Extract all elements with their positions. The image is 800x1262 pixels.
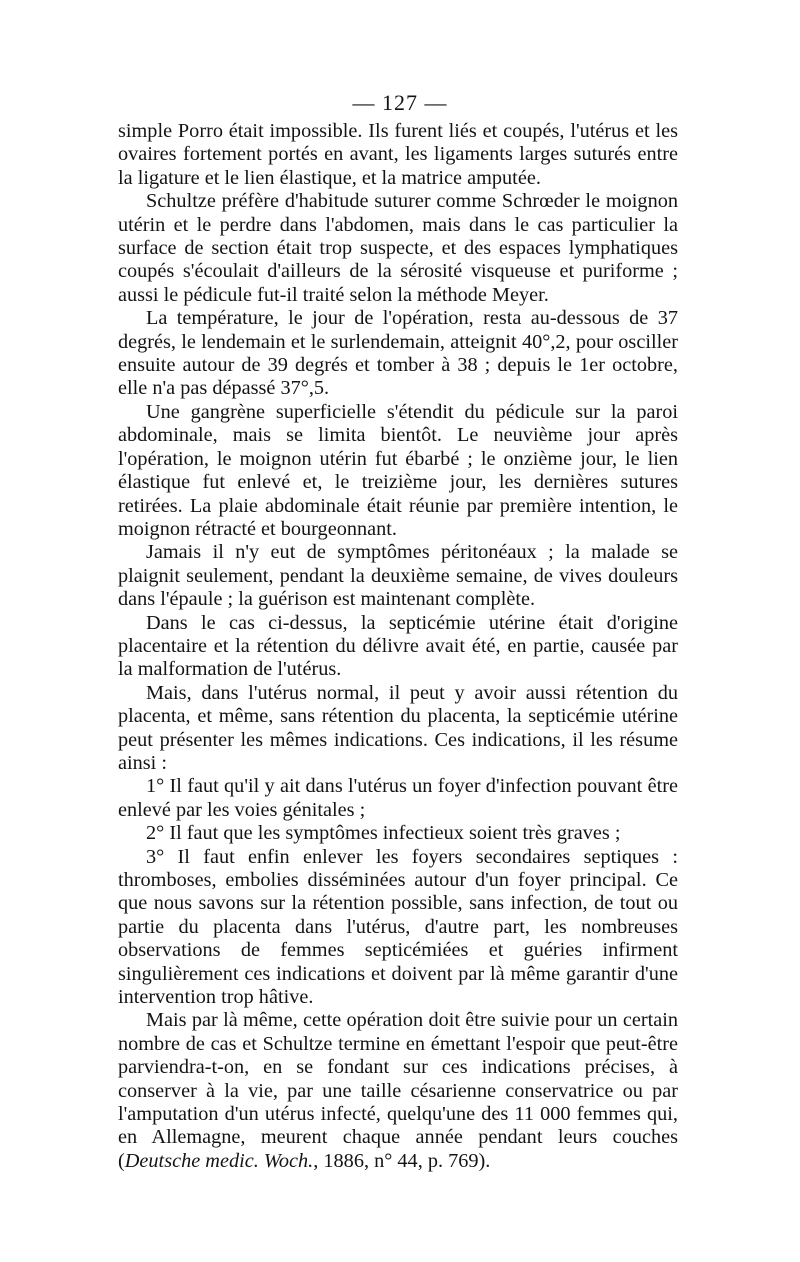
paragraph-schultze: Schultze préfère d'habitude suturer comme Schrœder le moignon utérin et le perdre dans l'abdomen, mais dans le cas particulier la surface de section était trop suspecte, et des espaces lymphatiques coupés s'écoulait d'ailleurs de la sérosité visqueuse et puriforme ; aussi le pédicule fut-il traité selon la méthode Meyer. [118,190,678,306]
paragraph-gangrene: Une gangrène superficielle s'étendit du pédicule sur la paroi abdominale, mais se limita bientôt. Le neuvième jour après l'opération, le moignon utérin fut ébarbé ; le onzième jour, le lien élastique fut enlevé et, le treizième jour, les dernières sutures retirées. La plaie abdominale était réunie par première intention, le moignon rétracté et bourgeonnant. [118,400,678,540]
citation-journal: Deutsche medic. Woch. [124,1149,314,1172]
paragraph-indications-intro: Mais, dans l'utérus normal, il peut y avoir aussi rétention du placenta, et même, sans rétention du placenta, la septicémie utérine peut présenter les mêmes indications. Ces indications, il les résume ainsi : [118,681,678,774]
page-number: — 127 — [352,90,448,115]
paragraph-conclusion [118,1009,678,1173]
conclusion-text: Mais par là même, cette opération doit être suivie pour un certain nombre de cas et Schultze termine en émettant l'espoir que peut-être parviendra-t-on, en se fondant sur ces indications précises, à conserver à la vie, par une taille césarienne conservatrice ou par l'amputation d'un utérus infecté, quelqu'une des 11 000 femmes qui, en Allemagne, meurent chaque année pendant leurs couches ( [118,1009,678,1172]
paragraph-recovery: Jamais il n'y eut de symptômes péritonéaux ; la malade se plaignit seulement, pendant la deuxième semaine, de vives douleurs dans l'épaule ; la guérison est maintenant complète. [118,541,678,611]
paragraph-septicemia: Dans le cas ci-dessus, la septicémie utérine était d'origine placentaire et la rétention du délivre avait été, en partie, causée par la malformation de l'utérus. [118,611,678,681]
indication-item-1: 1° Il faut qu'il y ait dans l'utérus un foyer d'infection pouvant être enlevé par les voies génitales ; [118,775,678,821]
citation-details: , 1886, n° 44, p. 769). [313,1149,491,1172]
paragraph-temperature: La température, le jour de l'opération, resta au-dessous de 37 degrés, le lendemain et le surlendemain, atteignit 40°,2, pour osciller ensuite autour de 39 degrés et tomber à 38 ; depuis le 1er octobre, elle n'a pas dépassé 37°,5. [118,307,678,400]
indication-item-2: 2° Il faut que les symptômes infectieux soient très graves ; [146,822,621,845]
body-text [118,120,678,1173]
paragraph-continuation: simple Porro était impossible. Ils furent liés et coupés, l'utérus et les ovaires fortement portés en avant, les ligaments larges suturés entre la ligature et le lien élastique, et la matrice amputée. [118,120,678,189]
indication-item-3: 3° Il faut enfin enlever les foyers secondaires septiques : thromboses, embolies disséminées autour d'un foyer principal. Ce que nous savons sur la rétention possible, sans infection, de tout ou partie du placenta dans l'utérus, d'autre part, les nombreuses observations de femmes septicémiées et guéries infirment singulièrement ces indications et doivent par là même garantir d'une intervention trop hâtive. [118,845,678,1009]
